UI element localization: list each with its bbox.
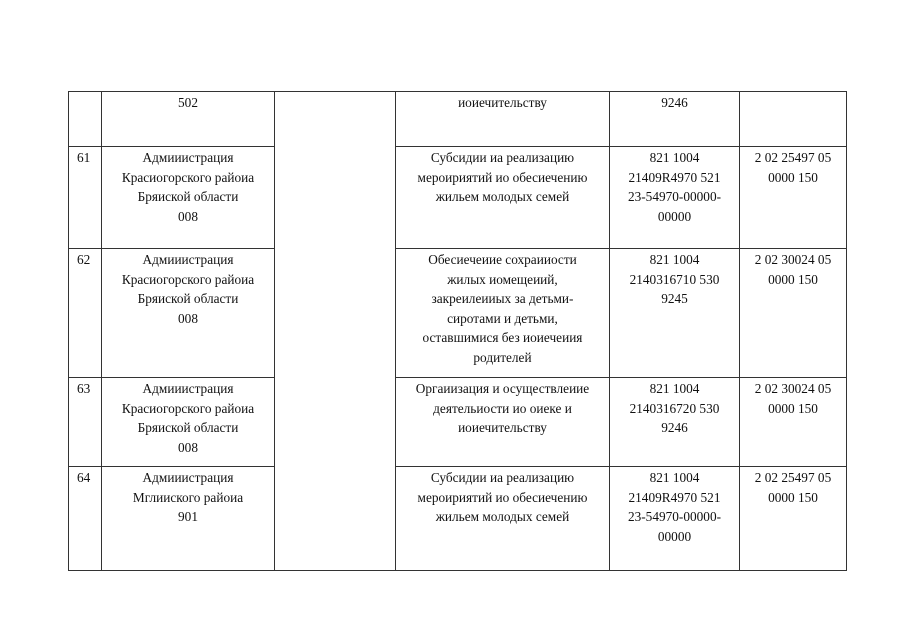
budget-code-cell: 821 1004 2140316720 530 9246 (610, 378, 740, 467)
subsidy-table (68, 91, 847, 571)
purpose-cell: иоиечительству (396, 92, 610, 147)
budget-code-cell: 821 1004 21409R4970 521 23-54970-00000- 00000 (610, 147, 740, 249)
administrator-cell: Адмииистрация Красиогорского райоиа Бряиской области 008 (102, 249, 275, 378)
budget-code-cell: 9246 (610, 92, 740, 147)
purpose-cell: Оргаиизация и осуществлеиие деятельиости ио оиеке и иоиечительству (396, 378, 610, 467)
table-row (69, 249, 847, 378)
row-number-cell: 61 (69, 147, 102, 249)
purpose-cell: Обесиечеиие сохраииости жилых иомещеиий, закреилеииых за детьми- сиротами и детьми, оставшимися без иоиечеиия родителей (396, 249, 610, 378)
empty-cell (275, 467, 396, 571)
table-row (69, 147, 847, 249)
revenue-code-cell (740, 92, 847, 147)
table-row (69, 378, 847, 467)
administrator-cell: Адмииистрация Мглииского райоиа 901 (102, 467, 275, 571)
administrator-cell: 502 (102, 92, 275, 147)
row-number-cell (69, 92, 102, 147)
empty-cell (275, 249, 396, 378)
empty-cell (275, 378, 396, 467)
revenue-code-cell: 2 02 25497 05 0000 150 (740, 467, 847, 571)
table-row (69, 92, 847, 147)
empty-cell (275, 147, 396, 249)
row-number-cell: 62 (69, 249, 102, 378)
administrator-cell: Адмииистрация Красиогорского райоиа Бряиской области 008 (102, 378, 275, 467)
purpose-cell: Субсидии иа реализацию мероириятий ио обесиечению жильем молодых семей (396, 467, 610, 571)
empty-cell (275, 92, 396, 147)
table-row (69, 467, 847, 571)
purpose-cell: Субсидии иа реализацию мероириятий ио обесиечению жильем молодых семей (396, 147, 610, 249)
revenue-code-cell: 2 02 25497 05 0000 150 (740, 147, 847, 249)
budget-code-cell: 821 1004 21409R4970 521 23-54970-00000- 00000 (610, 467, 740, 571)
row-number-cell: 64 (69, 467, 102, 571)
administrator-cell: Адмииистрация Красиогорского райоиа Бряиской области 008 (102, 147, 275, 249)
revenue-code-cell: 2 02 30024 05 0000 150 (740, 249, 847, 378)
revenue-code-cell: 2 02 30024 05 0000 150 (740, 378, 847, 467)
budget-code-cell: 821 1004 2140316710 530 9245 (610, 249, 740, 378)
row-number-cell: 63 (69, 378, 102, 467)
